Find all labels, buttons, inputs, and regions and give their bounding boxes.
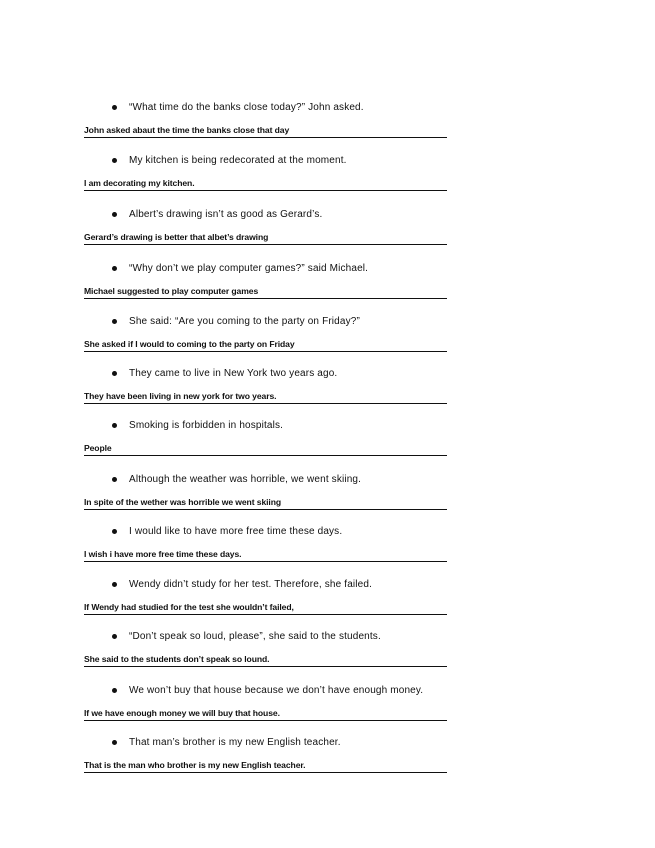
answer-line: I am decorating my kitchen.: [84, 177, 447, 191]
answer-line: That is the man who brother is my new English teacher.: [84, 759, 447, 773]
prompt-text: Although the weather was horrible, we went skiing.: [129, 473, 362, 485]
exercise-item: [0, 206, 655, 258]
exercise-prompt: [112, 313, 360, 329]
exercise-item: [0, 628, 655, 680]
bullet-icon: [112, 319, 117, 324]
answer-line: Michael suggested to play computer games: [84, 285, 447, 299]
exercise-prompt: [112, 576, 372, 592]
answer-line: Gerard’s drawing is better that albet’s drawing: [84, 231, 447, 245]
exercise-item: [0, 152, 655, 204]
bullet-icon: [112, 634, 117, 639]
exercise-prompt: [112, 152, 347, 168]
exercise-item: [0, 734, 655, 786]
prompt-text: We won’t buy that house because we don’t have enough money.: [129, 684, 424, 696]
exercise-prompt: [112, 523, 342, 539]
prompt-text: I would like to have more free time these days.: [129, 525, 343, 537]
prompt-text: Albert’s drawing isn’t as good as Gerard’s.: [129, 208, 323, 220]
exercise-prompt: [112, 734, 341, 750]
bullet-icon: [112, 582, 117, 587]
exercise-prompt: [112, 365, 337, 381]
exercise-prompt: [112, 260, 368, 276]
answer-line: In spite of the wether was horrible we went skiing: [84, 496, 447, 510]
prompt-text: Wendy didn’t study for her test. Therefore, she failed.: [129, 578, 373, 590]
bullet-icon: [112, 266, 117, 271]
prompt-text: They came to live in New York two years ago.: [129, 367, 338, 379]
answer-line: If Wendy had studied for the test she wouldn’t failed,: [84, 601, 447, 615]
prompt-text: My kitchen is being redecorated at the moment.: [129, 154, 347, 166]
answer-line: They have been living in new york for two years.: [84, 390, 447, 404]
exercise-prompt: [112, 471, 361, 487]
prompt-text: That man’s brother is my new English teacher.: [129, 736, 341, 748]
answer-line: John asked abaut the time the banks close that day: [84, 124, 447, 138]
exercise-item: [0, 576, 655, 628]
bullet-icon: [112, 688, 117, 693]
answer-line: People: [84, 442, 447, 456]
exercise-item: [0, 99, 655, 151]
exercise-prompt: [112, 417, 283, 433]
exercise-item: [0, 417, 655, 469]
exercise-item: [0, 523, 655, 575]
exercise-prompt: [112, 682, 423, 698]
prompt-text: “Don’t speak so loud, please”, she said to the students.: [129, 630, 381, 642]
prompt-text: “Why don’t we play computer games?” said Michael.: [129, 262, 369, 274]
prompt-text: She said: “Are you coming to the party on Friday?”: [129, 315, 360, 327]
answer-line: If we have enough money we will buy that house.: [84, 707, 447, 721]
bullet-icon: [112, 740, 117, 745]
exercise-item: [0, 682, 655, 734]
exercise-item: [0, 260, 655, 312]
exercise-prompt: [112, 99, 364, 115]
prompt-text: Smoking is forbidden in hospitals.: [129, 419, 284, 431]
bullet-icon: [112, 423, 117, 428]
prompt-text: “What time do the banks close today?” John asked.: [129, 101, 364, 113]
answer-line: She asked if I would to coming to the party on Friday: [84, 338, 447, 352]
bullet-icon: [112, 158, 117, 163]
exercise-item: [0, 313, 655, 365]
answer-line: She said to the students don’t speak so lound.: [84, 653, 447, 667]
answer-line: I wish i have more free time these days.: [84, 548, 447, 562]
bullet-icon: [112, 105, 117, 110]
exercise-prompt: [112, 628, 381, 644]
bullet-icon: [112, 529, 117, 534]
exercise-prompt: [112, 206, 322, 222]
bullet-icon: [112, 212, 117, 217]
bullet-icon: [112, 477, 117, 482]
exercise-item: [0, 365, 655, 417]
bullet-icon: [112, 371, 117, 376]
exercise-item: [0, 471, 655, 523]
